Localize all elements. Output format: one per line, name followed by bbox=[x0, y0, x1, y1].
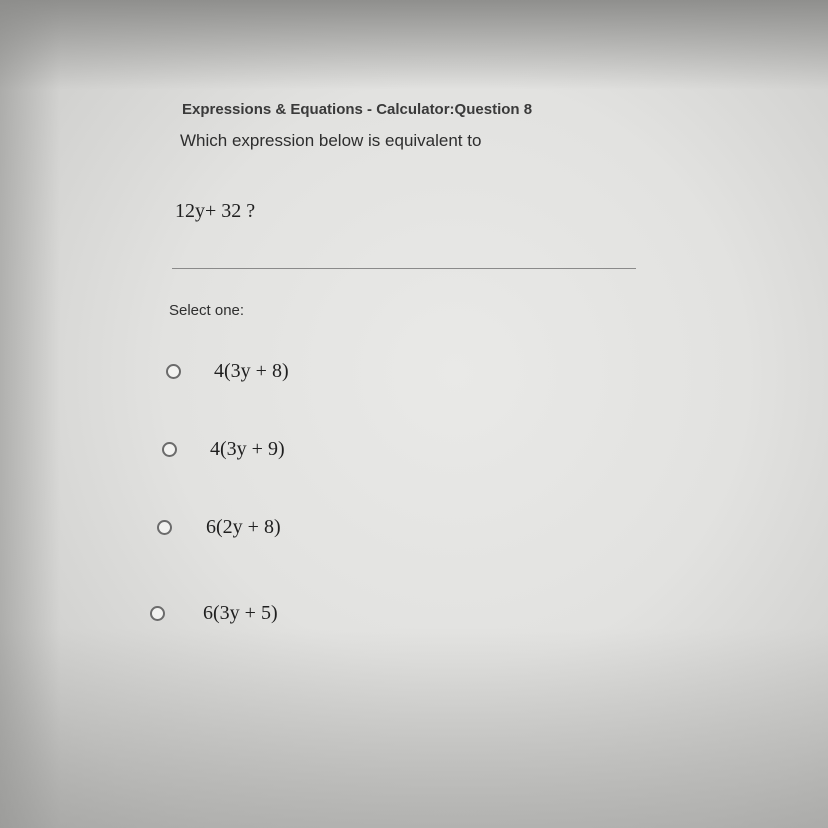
answer-option-1[interactable] bbox=[166, 356, 289, 386]
answer-option-label: 6(2y + 8) bbox=[206, 515, 281, 538]
radio-button-2[interactable] bbox=[162, 442, 177, 457]
answer-option-label: 4(3y + 9) bbox=[210, 437, 285, 460]
radio-button-1[interactable] bbox=[166, 364, 181, 379]
answer-option-2[interactable] bbox=[162, 434, 285, 464]
radio-button-3[interactable] bbox=[157, 520, 172, 535]
answer-option-3[interactable] bbox=[157, 512, 281, 542]
divider bbox=[172, 268, 636, 269]
question-title: Expressions & Equations - Calculator:Question 8 bbox=[182, 101, 533, 118]
answer-option-label: 4(3y + 8) bbox=[214, 359, 289, 382]
question-prompt: Which expression below is equivalent to bbox=[180, 131, 482, 150]
radio-button-4[interactable] bbox=[150, 606, 165, 621]
screen-shadow-left bbox=[0, 0, 60, 828]
answer-option-label: 6(3y + 5) bbox=[203, 601, 278, 624]
question-expression: 12y+ 32 ? bbox=[175, 200, 256, 222]
select-one-label: Select one: bbox=[169, 302, 245, 319]
screen-shadow-top bbox=[0, 0, 828, 90]
answer-option-4[interactable] bbox=[150, 598, 278, 628]
screen-shadow-bottom bbox=[0, 628, 828, 828]
